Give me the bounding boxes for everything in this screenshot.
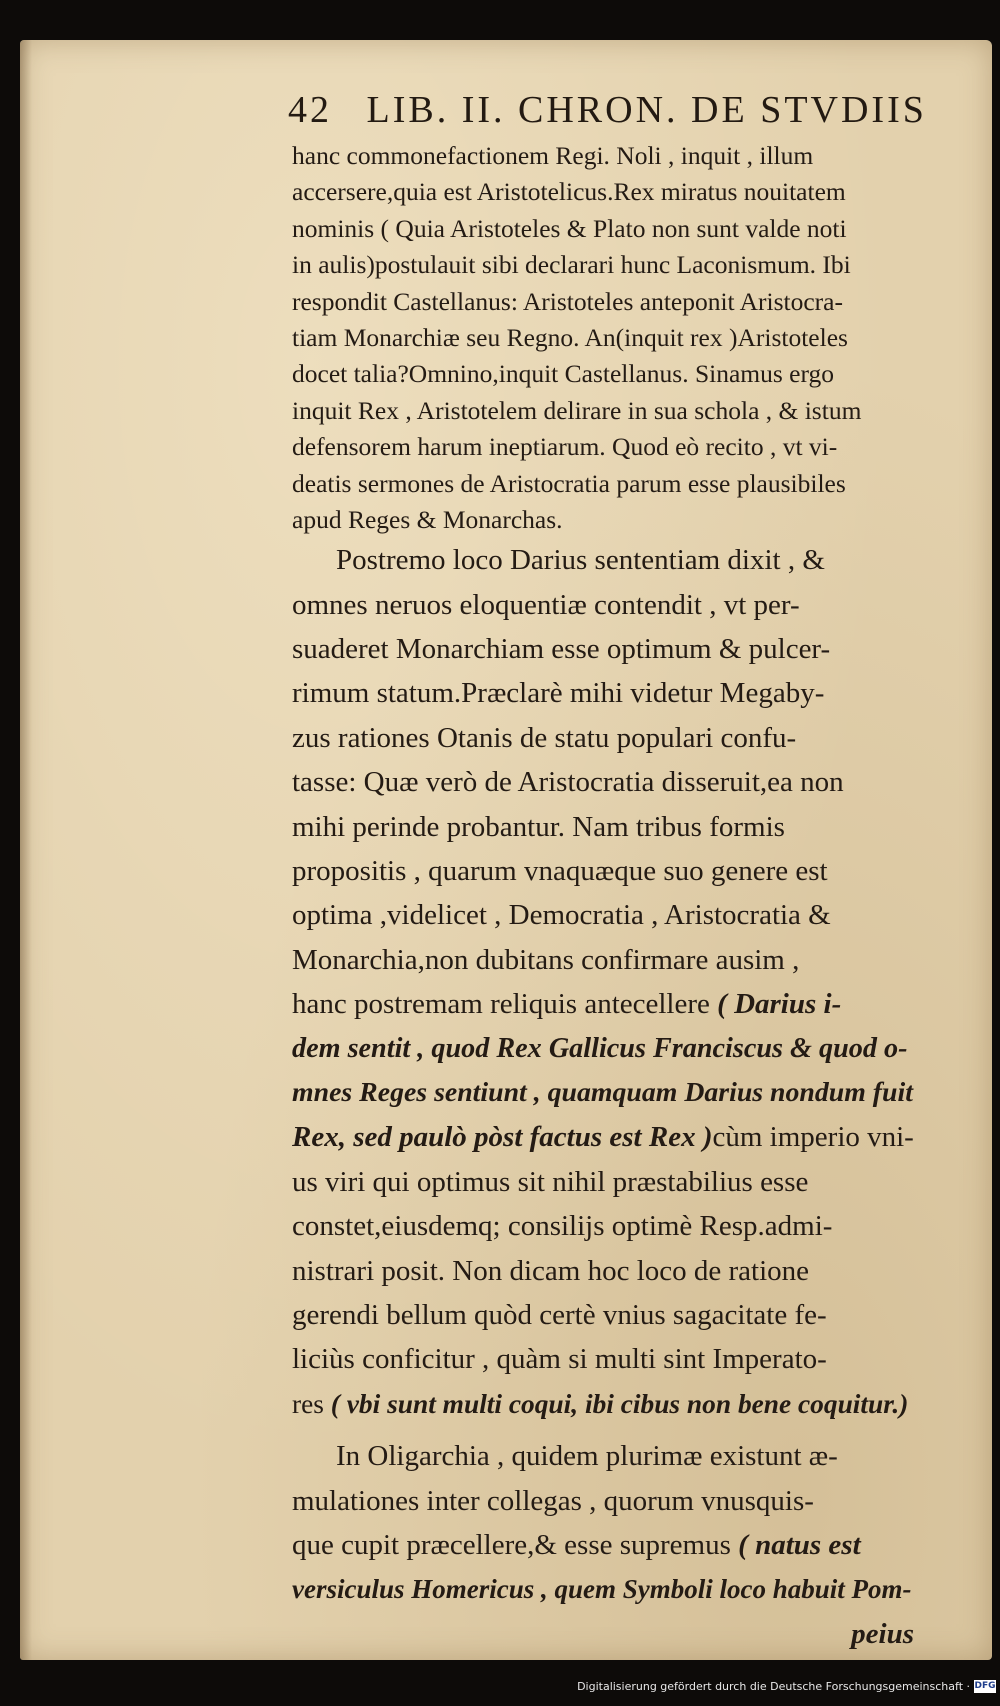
book-page [20,40,992,1660]
text-line: in aulis)postulauit sibi declarari hunc Laconismum. Ibi [292,250,851,280]
paragraph-2 [292,538,914,1426]
text-line: liciùs conficitur , quàm si multi sint Imperato- [292,1343,827,1376]
text-line: Monarchia,non dubitans confirmare ausim , [292,943,800,976]
text-line: nominis ( Quia Aristoteles & Plato non sunt valde noti [292,213,847,243]
italic-aside-line: dem sentit , quod Rex Gallicus Franciscus & quod o- [292,1032,908,1064]
roman-text: cùm imperio vni- [712,1121,914,1154]
text-line [292,982,914,1026]
page-number: 42 [288,89,332,131]
text-line: rimum statum.Præclarè mihi videtur Megaby- [292,677,825,710]
text-line [292,1382,914,1426]
text-line: suaderet Monarchiam esse optimum & pulcer- [292,633,831,666]
paragraph-3 [292,1434,914,1656]
text-line: tiam Monarchiæ seu Regno. An(inquit rex )Aristoteles [292,322,848,352]
digitization-credit: Digitalisierung gefördert durch die Deutsche Forschungsgemeinschaft · [577,1680,970,1693]
running-title: LIB. II. CHRON. DE STVDIIS [366,89,927,131]
paragraph-1 [292,138,914,538]
text-line [292,1115,914,1159]
italic-aside: ( natus est [738,1528,861,1561]
roman-text: que cupit præcellere,& esse supremus [292,1528,739,1561]
italic-aside: ( Darius i- [717,988,842,1021]
text-line: defensorem harum ineptiarum. Quod eò recito , vt vi- [292,432,838,462]
text-line: mihi perinde probantur. Nam tribus formis [292,810,785,843]
text-line: tasse: Quæ verò de Aristocratia disseruit,ea non [292,766,844,799]
text-line: mulationes inter collegas , quorum vnusquis- [292,1484,814,1517]
text-line: optima ,videlicet , Democratia , Aristocratia & [292,899,831,932]
text-line: deatis sermones de Aristocratia parum esse plausibiles [292,468,846,498]
text-line: apud Reges & Monarchas. [292,504,563,534]
dfg-logo: DFG [974,1681,996,1691]
text-line: propositis , quarum vnaquæque suo genere est [292,855,828,888]
italic-aside-line: mnes Reges sentiunt , quamquam Darius nondum fuit [292,1076,913,1108]
roman-text: hanc postremam reliquis antecellere [292,988,718,1021]
text-line: accersere,quia est Aristotelicus.Rex miratus nouitatem [292,177,846,207]
text-line: us viri qui optimus sit nihil præstabilius esse [292,1165,809,1198]
text-line: gerendi bellum quòd certè vnius sagacitate fe- [292,1298,827,1331]
roman-text: res [292,1388,331,1419]
text-line: zus rationes Otanis de statu populari confu- [292,721,797,754]
text-line: respondit Castellanus: Aristoteles anteponit Aristocra- [292,286,843,316]
text-line: constet,eiusdemq; consilijs optimè Resp.admi- [292,1210,833,1243]
page-edge-shadow [20,40,32,1660]
catchword: peius [851,1617,914,1650]
text-line [292,1523,914,1567]
text-line: In Oligarchia , quidem plurimæ existunt æ- [336,1440,838,1473]
text-block [292,138,914,1656]
text-line: Postremo loco Darius sententiam dixit , & [336,544,825,577]
italic-aside: Rex, sed paulò pòst factus est Rex ) [292,1121,713,1154]
italic-aside: ( vbi sunt multi coqui, ibi cibus non bene coquitur.) [330,1388,909,1419]
text-line: omnes neruos eloquentiæ contendit , vt per- [292,588,800,621]
text-line: inquit Rex , Aristotelem delirare in sua schola , & istum [292,395,862,425]
text-line: nistrari posit. Non dicam hoc loco de ratione [292,1254,810,1287]
italic-aside-line: versiculus Homericus , quem Symboli loco habuit Pom- [292,1574,912,1605]
text-line: docet talia?Omnino,inquit Castellanus. Sinamus ergo [292,359,835,389]
running-head [288,88,928,144]
text-line: hanc commonefactionem Regi. Noli , inquit , illum [292,141,814,170]
footer-strip [0,1676,1000,1706]
